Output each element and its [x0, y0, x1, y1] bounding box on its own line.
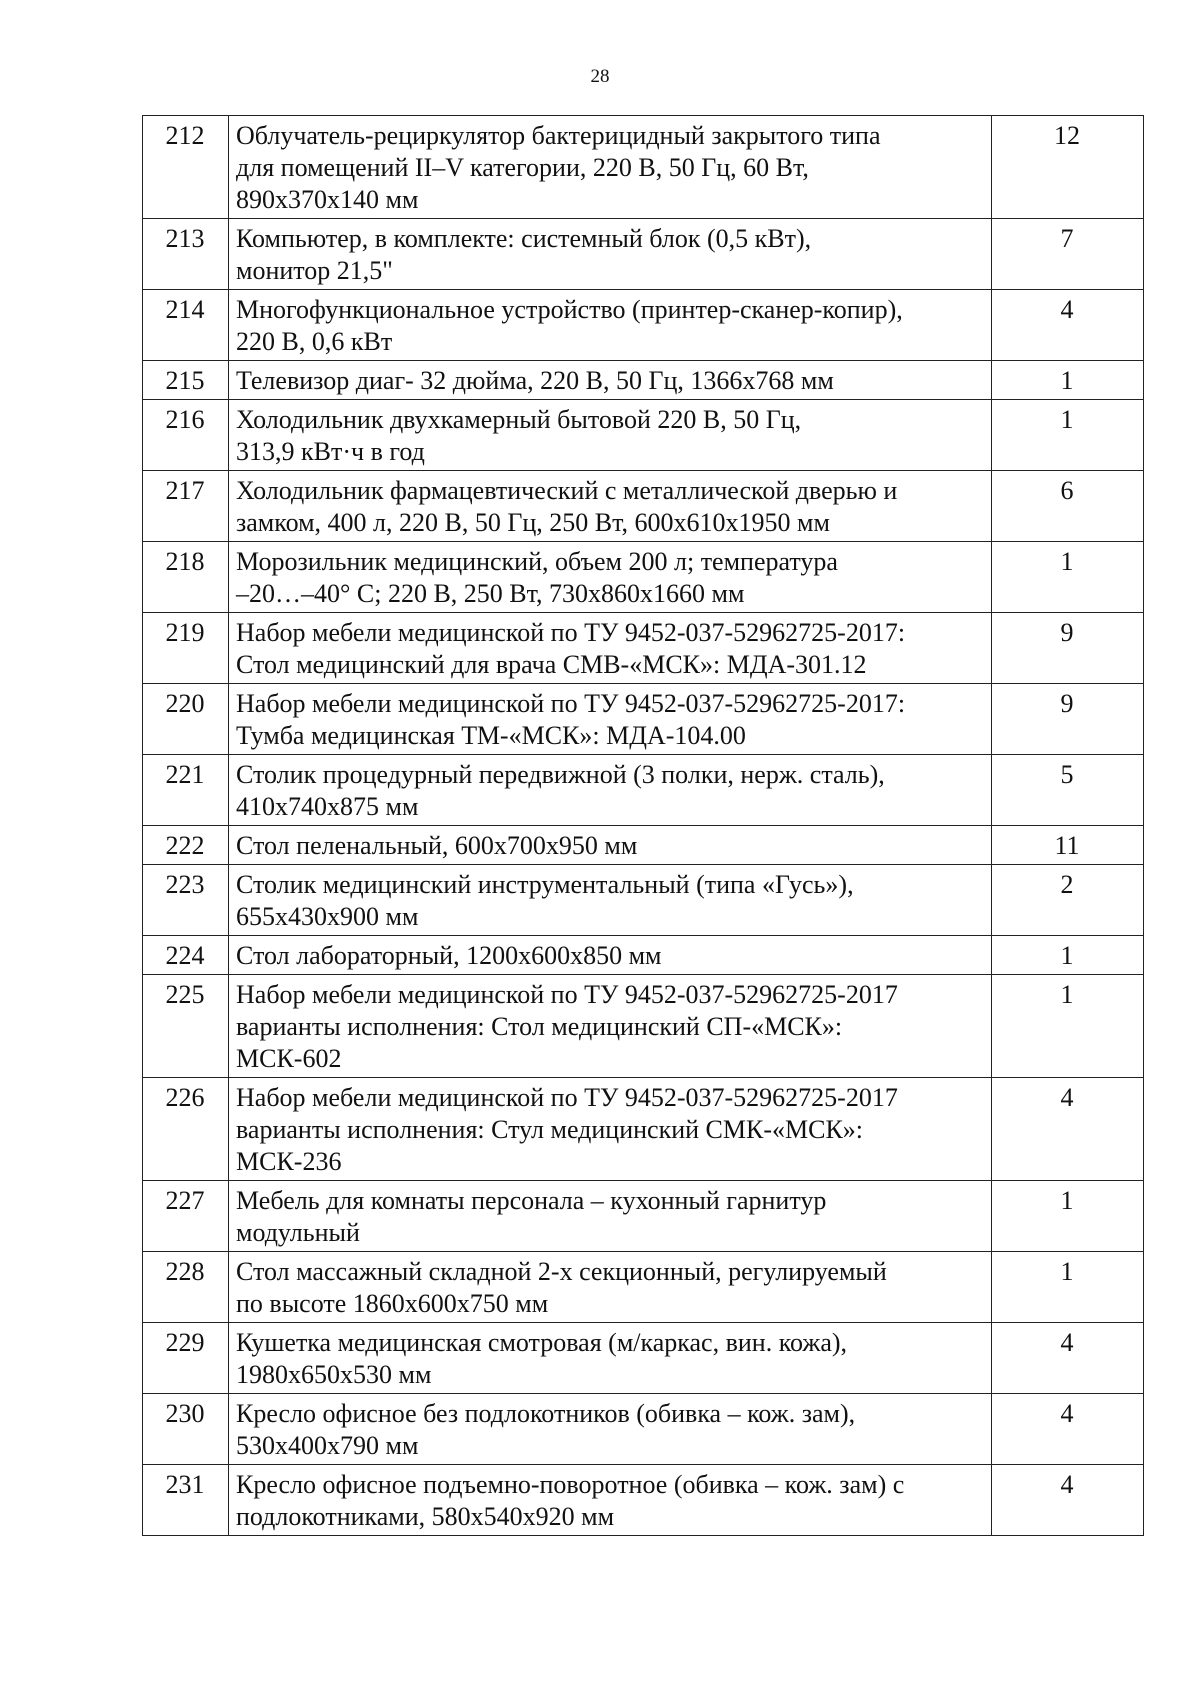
item-description: Столик медицинский инструментальный (типа «Гусь»), 655х430х900 мм	[229, 865, 992, 936]
item-description: Телевизор диаг- 32 дюйма, 220 В, 50 Гц, 1366х768 мм	[229, 361, 992, 400]
row-number: 216	[143, 400, 229, 471]
row-number: 225	[143, 975, 229, 1078]
item-quantity: 4	[992, 1323, 1144, 1394]
item-description: Многофункциональное устройство (принтер-сканер-копир), 220 В, 0,6 кВт	[229, 290, 992, 361]
row-number: 224	[143, 936, 229, 975]
row-number: 217	[143, 471, 229, 542]
row-number: 215	[143, 361, 229, 400]
row-number: 231	[143, 1465, 229, 1536]
item-description: Кушетка медицинская смотровая (м/каркас, вин. кожа), 1980х650х530 мм	[229, 1323, 992, 1394]
item-quantity: 2	[992, 865, 1144, 936]
item-quantity: 4	[992, 290, 1144, 361]
item-description: Холодильник двухкамерный бытовой 220 В, 50 Гц, 313,9 кВт·ч в год	[229, 400, 992, 471]
row-number: 221	[143, 755, 229, 826]
equipment-table	[142, 115, 1144, 1536]
item-quantity: 4	[992, 1394, 1144, 1465]
item-quantity: 9	[992, 684, 1144, 755]
page-number: 28	[590, 66, 610, 87]
item-description: Стол лабораторный, 1200х600х850 мм	[229, 936, 992, 975]
table-row	[143, 613, 1144, 684]
table-row	[143, 755, 1144, 826]
table-row	[143, 936, 1144, 975]
row-number: 223	[143, 865, 229, 936]
item-description: Набор мебели медицинской по ТУ 9452-037-52962725-2017 варианты исполнения: Стол медицинский СП-«МСК»: МСК-602	[229, 975, 992, 1078]
row-number: 220	[143, 684, 229, 755]
table-row	[143, 471, 1144, 542]
item-quantity: 11	[992, 826, 1144, 865]
row-number: 227	[143, 1181, 229, 1252]
table-row	[143, 975, 1144, 1078]
table-row	[143, 1181, 1144, 1252]
item-quantity: 9	[992, 613, 1144, 684]
item-quantity: 1	[992, 1181, 1144, 1252]
table-row	[143, 400, 1144, 471]
item-quantity: 12	[992, 116, 1144, 219]
item-description: Компьютер, в комплекте: системный блок (0,5 кВт), монитор 21,5"	[229, 219, 992, 290]
item-description: Стол пеленальный, 600х700х950 мм	[229, 826, 992, 865]
item-quantity: 4	[992, 1078, 1144, 1181]
table-row	[143, 826, 1144, 865]
row-number: 228	[143, 1252, 229, 1323]
item-quantity: 5	[992, 755, 1144, 826]
table-row	[143, 290, 1144, 361]
item-quantity: 1	[992, 975, 1144, 1078]
item-description: Набор мебели медицинской по ТУ 9452-037-52962725-2017: Тумба медицинская ТМ-«МСК»: МДА-104.00	[229, 684, 992, 755]
item-description: Кресло офисное без подлокотников (обивка – кож. зам), 530х400х790 мм	[229, 1394, 992, 1465]
item-quantity: 4	[992, 1465, 1144, 1536]
table-row	[143, 1394, 1144, 1465]
row-number: 229	[143, 1323, 229, 1394]
table-row	[143, 1252, 1144, 1323]
row-number: 222	[143, 826, 229, 865]
table-row	[143, 1078, 1144, 1181]
table-row	[143, 542, 1144, 613]
table-row	[143, 361, 1144, 400]
table-row	[143, 116, 1144, 219]
item-description: Стол массажный складной 2-х секционный, регулируемый по высоте 1860х600х750 мм	[229, 1252, 992, 1323]
row-number: 230	[143, 1394, 229, 1465]
row-number: 212	[143, 116, 229, 219]
row-number: 219	[143, 613, 229, 684]
table-row	[143, 1465, 1144, 1536]
table-row	[143, 219, 1144, 290]
row-number: 226	[143, 1078, 229, 1181]
item-quantity: 7	[992, 219, 1144, 290]
item-quantity: 1	[992, 361, 1144, 400]
item-quantity: 1	[992, 1252, 1144, 1323]
item-quantity: 6	[992, 471, 1144, 542]
item-quantity: 1	[992, 400, 1144, 471]
item-description: Холодильник фармацевтический с металлической дверью и замком, 400 л, 220 В, 50 Гц, 250 Вт, 600х610х1950 мм	[229, 471, 992, 542]
item-description: Столик процедурный передвижной (3 полки, нерж. сталь), 410х740х875 мм	[229, 755, 992, 826]
row-number: 218	[143, 542, 229, 613]
item-description: Морозильник медицинский, объем 200 л; температура –20…–40° С; 220 В, 250 Вт, 730х860х1660 мм	[229, 542, 992, 613]
table-body	[143, 116, 1144, 1536]
table-row	[143, 684, 1144, 755]
item-description: Облучатель-рециркулятор бактерицидный закрытого типа для помещений II–V категории, 220 В, 50 Гц, 60 Вт, 890х370х140 мм	[229, 116, 992, 219]
item-description: Кресло офисное подъемно-поворотное (обивка – кож. зам) с подлокотниками, 580х540х920 мм	[229, 1465, 992, 1536]
item-quantity: 1	[992, 936, 1144, 975]
item-quantity: 1	[992, 542, 1144, 613]
row-number: 214	[143, 290, 229, 361]
item-description: Набор мебели медицинской по ТУ 9452-037-52962725-2017: Стол медицинский для врача СМВ-«МСК»: МДА-301.12	[229, 613, 992, 684]
row-number: 213	[143, 219, 229, 290]
item-description: Набор мебели медицинской по ТУ 9452-037-52962725-2017 варианты исполнения: Стул медицинский СМК-«МСК»: МСК-236	[229, 1078, 992, 1181]
table-row	[143, 1323, 1144, 1394]
item-description: Мебель для комнаты персонала – кухонный гарнитур модульный	[229, 1181, 992, 1252]
table-row	[143, 865, 1144, 936]
